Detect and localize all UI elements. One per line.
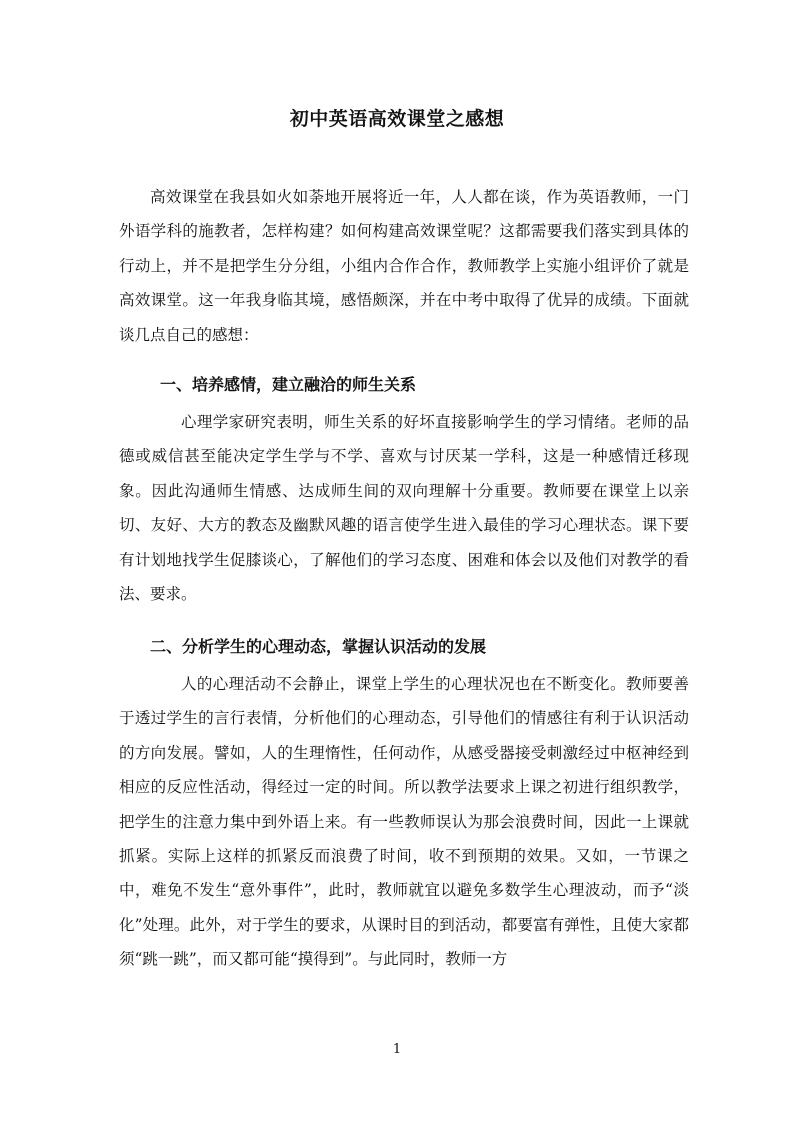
- section-body-1: 心理学家研究表明，师生关系的好坏直接影响学生的学习情绪。老师的品德或威信甚至能决定学生学与不学、喜欢与讨厌某一学科，这是一种感情迁移现象。因此沟通师生情感、达成师生间的双向理解十分重要。教师要在课堂上以亲切、友好、大方的教态及幽默风趣的语言使学生进入最佳的学习心理状态。课下要有计划地找学生促膝谈心，了解他们的学习态度、困难和体会以及他们对教学的看法、要求。: [119, 413, 689, 604]
- section-heading-2: 二、分析学生的心理动态，掌握认识活动的发展: [150, 637, 487, 656]
- page-number: 1: [392, 1042, 402, 1057]
- intro-paragraph: 高效课堂在我县如火如荼地开展将近一年，人人都在谈，作为英语教师，一门外语学科的施教者，怎样构建？如何构建高效课堂呢？这都需要我们落实到具体的行动上，并不是把学生分分组，小组内合作合作，教师教学上实施小组评价了就是高效课堂。这一年我身临其境，感悟颇深，并在中考中取得了优异的成绩。下面就谈几点自己的感想：: [119, 188, 689, 344]
- section-body-2: 人的心理活动不会静止，课堂上学生的心理状况也在不断变化。教师要善于透过学生的言行表情，分析他们的心理动态，引导他们的情感往有利于认识活动的方向发展。譬如，人的生理惰性，任何动作，从感受器接受刺激经过中枢神经到相应的反应性活动，得经过一定的时间。所以教学法要求上课之初进行组织教学，把学生的注意力集中到外语上来。有一些教师误认为那会浪费时间，因此一上课就抓紧。实际上这样的抓紧反而浪费了时间，收不到预期的效果。又如，一节课之中，难免不发生“意外事件”，此时，教师就宜以避免多数学生心理波动，而予“淡化”处理。此外，对于学生的要求，从课时目的到活动，都要富有弹性，且使大家都须“跳一跳”，而又都可能“摸得到”。与此同时，教师一方: [119, 675, 689, 969]
- section-heading-1: 一、培养感情，建立融洽的师生关系: [160, 375, 417, 394]
- document-title: 初中英语高效课堂之感想: [289, 108, 505, 130]
